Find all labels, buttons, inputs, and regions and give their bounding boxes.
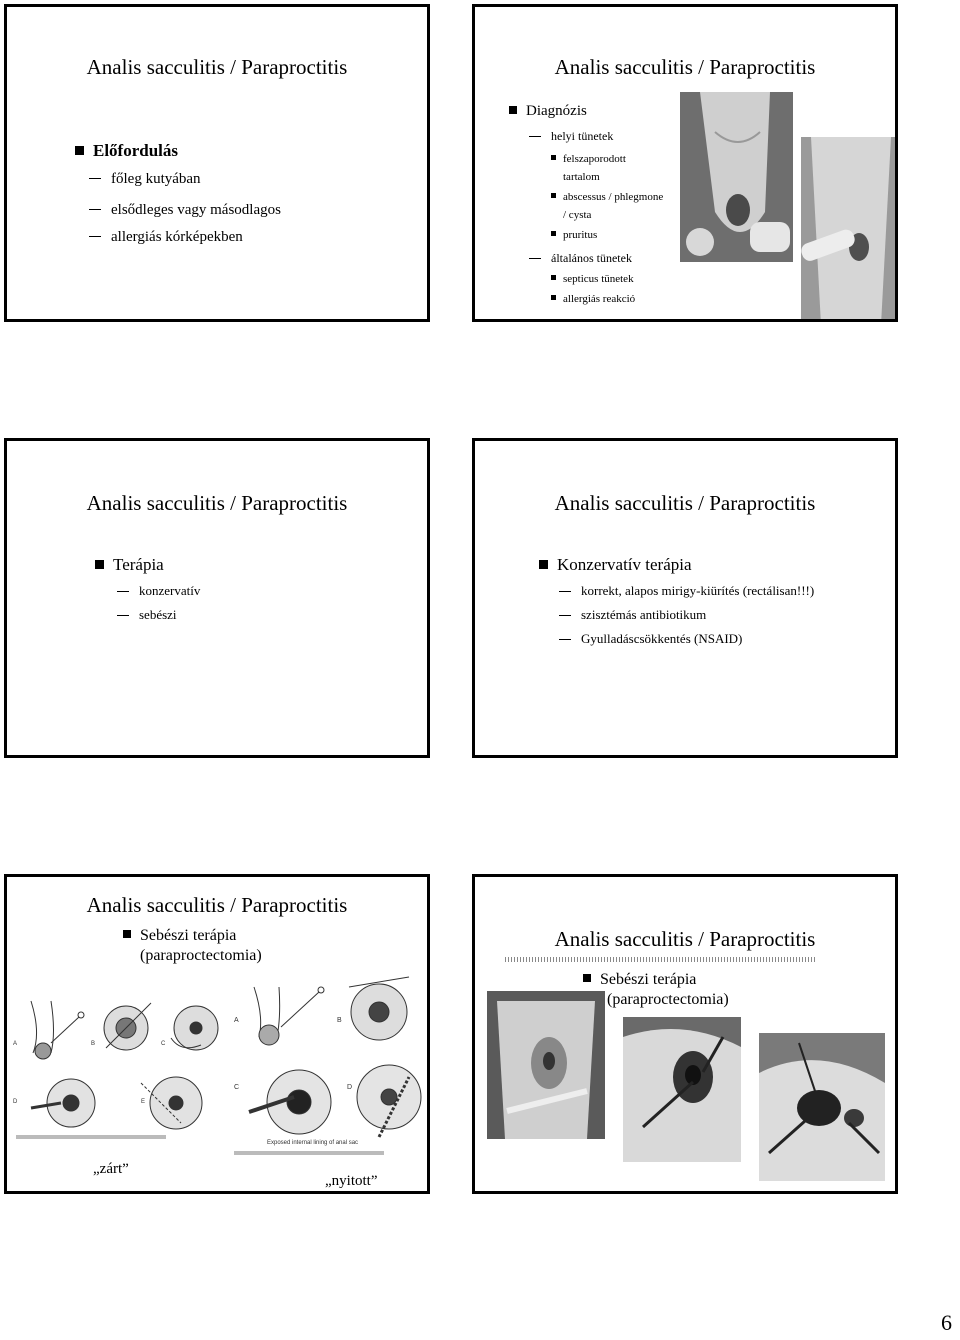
bullet-text-line2: (paraproctectomia)	[140, 947, 262, 964]
clinical-photo-2	[801, 137, 898, 322]
sub-item	[117, 607, 177, 623]
fig-note: Exposed internal lining of anal sac	[267, 1140, 359, 1146]
slide-6	[472, 874, 898, 1194]
bullet-text: Terápia	[113, 555, 164, 574]
sub-item-text: Gyulladáscsökkentés (NSAID)	[581, 631, 743, 646]
sub-item	[529, 129, 613, 144]
sub-item	[559, 631, 742, 647]
square-bullet-icon	[95, 560, 104, 569]
dash-icon	[529, 136, 541, 137]
square-bullet-icon	[551, 155, 556, 160]
dash-icon	[559, 591, 571, 592]
bullet-text: Konzervatív terápia	[557, 555, 692, 574]
sub-item-text: főleg kutyában	[111, 171, 201, 187]
surgery-photo-2	[623, 1017, 741, 1162]
square-bullet-icon	[75, 146, 84, 155]
bullet-item	[75, 141, 178, 161]
sub-item-text: allergiás kórképekben	[111, 229, 243, 245]
closed-technique-figure	[11, 973, 223, 1148]
sub-item	[117, 583, 200, 599]
surgery-photo-1	[487, 991, 605, 1139]
dash-icon	[529, 258, 541, 259]
slide-title: Analis sacculitis / Paraproctitis	[554, 927, 816, 951]
bullet-item	[583, 971, 696, 989]
sub-sub-item	[551, 191, 663, 203]
caption-closed: „zárt”	[93, 1161, 129, 1177]
slide-title: Analis sacculitis / Paraproctitis	[554, 55, 816, 79]
fig-label: A	[234, 1017, 239, 1024]
square-bullet-icon	[551, 275, 556, 280]
clinical-photo-1	[680, 92, 793, 262]
dash-icon	[89, 236, 101, 237]
bullet-text: Előfordulás	[93, 141, 179, 160]
sub-item-text: szisztémás antibiotikum	[581, 607, 707, 622]
dash-icon	[89, 178, 101, 179]
sub-sub-item	[551, 273, 634, 285]
fig-label: C	[161, 1041, 166, 1047]
sub-sub-item-text: tartalom	[563, 171, 600, 183]
slide-title: Analis sacculitis / Paraproctitis	[554, 491, 816, 515]
slide-5	[4, 874, 430, 1194]
sub-item	[559, 583, 814, 599]
bullet-text: Diagnózis	[526, 103, 587, 119]
fig-label: D	[13, 1099, 18, 1105]
fig-label: E	[141, 1099, 146, 1105]
sub-sub-item-text: abscessus / phlegmone	[563, 191, 664, 203]
fig-label: C	[234, 1084, 240, 1091]
fig-label: B	[91, 1041, 96, 1047]
fig-label: A	[13, 1041, 18, 1047]
dash-icon	[89, 209, 101, 210]
square-bullet-icon	[539, 560, 548, 569]
sub-sub-item	[563, 209, 591, 221]
sub-sub-item-text: septicus tünetek	[563, 273, 634, 285]
slide-1	[4, 4, 430, 322]
page-number: 6	[941, 1310, 952, 1335]
sub-item-text: helyi tünetek	[551, 129, 614, 143]
fig-label: D	[347, 1084, 353, 1091]
sub-sub-item-text: pruritus	[563, 229, 598, 241]
square-bullet-icon	[583, 974, 591, 982]
sub-sub-item-text: / cysta	[563, 209, 592, 221]
slide-3	[4, 438, 430, 758]
square-bullet-icon	[509, 106, 517, 114]
open-technique-figure	[229, 967, 430, 1167]
sub-item	[89, 202, 281, 219]
sub-sub-item	[563, 171, 600, 183]
sub-sub-item	[551, 153, 626, 165]
slide-title: Analis sacculitis / Paraproctitis	[86, 491, 348, 515]
bullet-item	[509, 103, 587, 120]
sub-item	[559, 607, 706, 623]
bullet-item	[95, 555, 164, 575]
sub-item	[89, 229, 243, 246]
bullet-text-line2: (paraproctectomia)	[607, 991, 729, 1008]
sub-item-text: általános tünetek	[551, 251, 632, 265]
slide-title: Analis sacculitis / Paraproctitis	[86, 55, 348, 79]
slide-title: Analis sacculitis / Paraproctitis	[86, 893, 348, 917]
dash-icon	[559, 615, 571, 616]
bullet-item	[123, 927, 236, 945]
dash-icon	[117, 591, 129, 592]
sub-sub-item-text: allergiás reakció	[563, 293, 636, 305]
sub-sub-item	[551, 293, 635, 305]
bullet-text: Sebészi terápia	[140, 927, 237, 944]
sub-item-text: elsődleges vagy másodlagos	[111, 202, 281, 218]
slide-4	[472, 438, 898, 758]
sub-item	[529, 251, 632, 266]
square-bullet-icon	[551, 295, 556, 300]
square-bullet-icon	[551, 231, 556, 236]
title-underline-pattern	[505, 957, 817, 962]
dash-icon	[117, 615, 129, 616]
sub-item-text: sebészi	[139, 607, 177, 622]
slide-2	[472, 4, 898, 322]
bullet-item	[539, 555, 692, 575]
sub-sub-item-text: felszaporodott	[563, 153, 626, 165]
bullet-text: Sebészi terápia	[600, 971, 697, 988]
caption-open: „nyitott”	[325, 1173, 378, 1189]
square-bullet-icon	[551, 193, 556, 198]
fig-label: B	[337, 1017, 342, 1024]
sub-item	[89, 171, 201, 188]
square-bullet-icon	[123, 930, 131, 938]
surgery-photo-3	[759, 1033, 885, 1181]
dash-icon	[559, 639, 571, 640]
sub-item-text: konzervatív	[139, 583, 201, 598]
sub-item-text: korrekt, alapos mirigy-kiürítés (rectálisan!!!)	[581, 583, 815, 598]
sub-sub-item	[551, 229, 597, 241]
